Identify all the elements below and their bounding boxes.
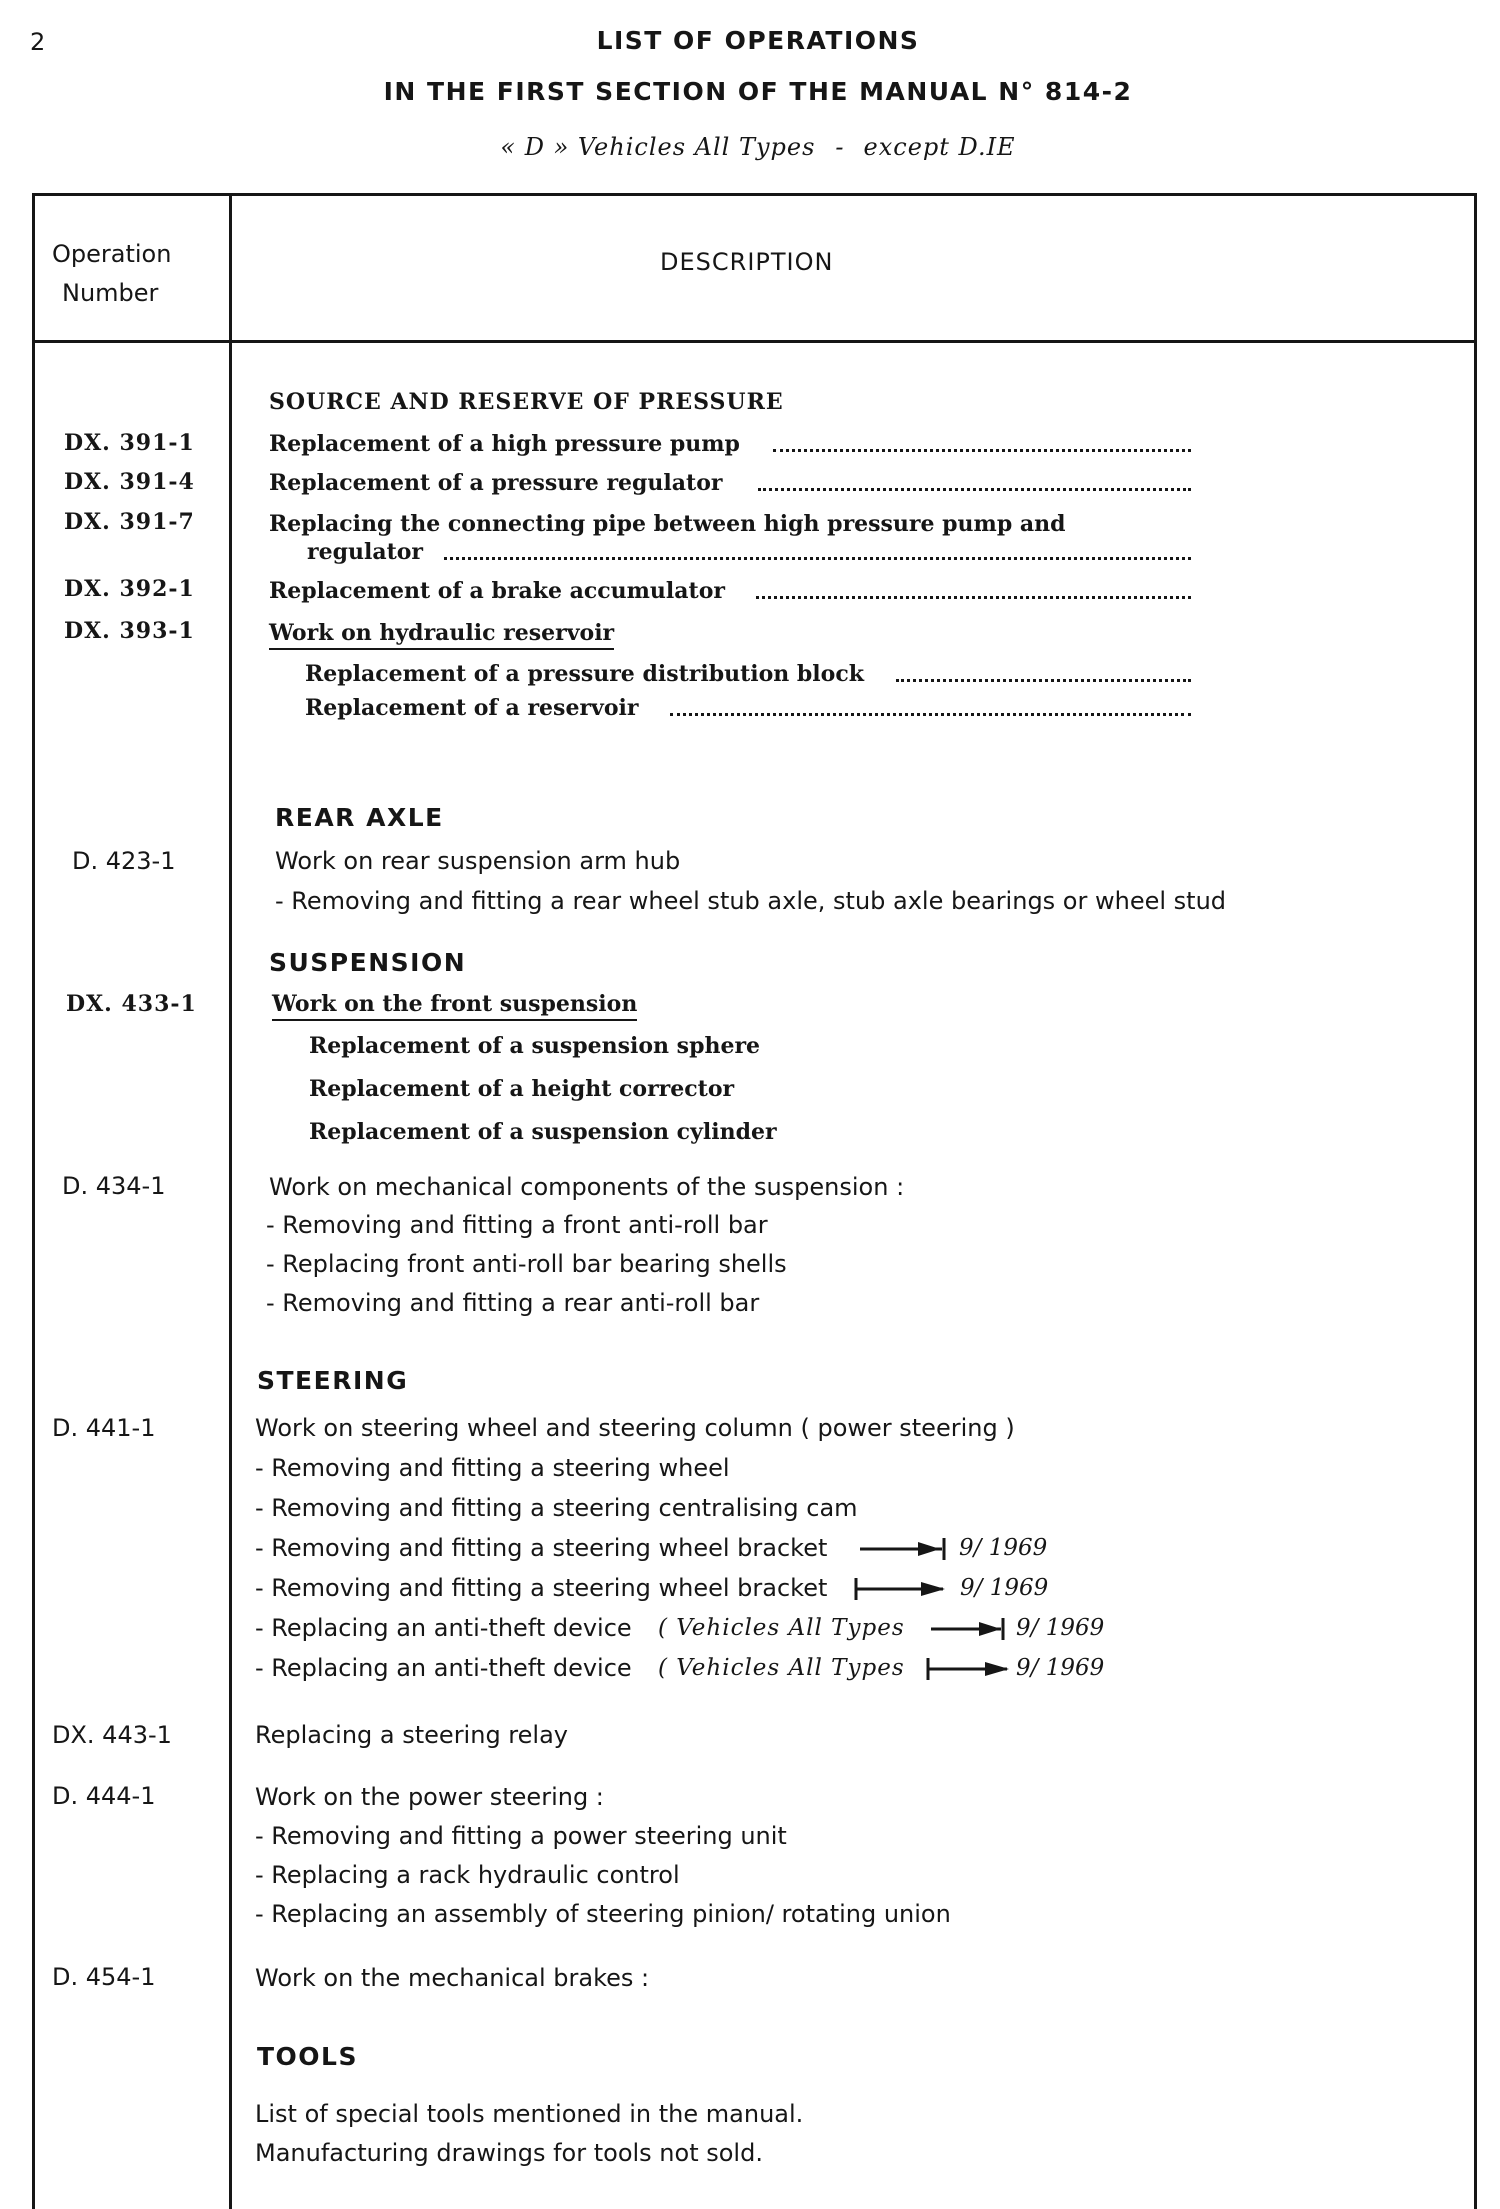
column-header-description: DESCRIPTION bbox=[660, 248, 834, 276]
subtitle-suffix: except D.IE bbox=[863, 133, 1016, 161]
operation-description: Work on rear suspension arm hub bbox=[275, 847, 681, 875]
operation-item: - Removing and fitting a power steering unit bbox=[255, 1822, 787, 1850]
operation-description: Work on mechanical components of the suspension : bbox=[269, 1173, 905, 1201]
dot-leader bbox=[896, 679, 1191, 682]
table-column-divider bbox=[229, 193, 232, 2209]
sub-operation: Replacement of a suspension cylinder bbox=[309, 1119, 777, 1145]
from-date-arrow-icon bbox=[925, 1656, 1013, 1682]
operation-item: - Replacing an assembly of steering pinion/ rotating union bbox=[255, 1900, 951, 1928]
vehicles-all-types-label: ( Vehicles All Types bbox=[658, 1655, 905, 1681]
page-title: LIST OF OPERATIONS bbox=[596, 26, 920, 55]
operation-description: Replacing the connecting pipe between high pressure pump and bbox=[269, 511, 1066, 537]
table-left-border bbox=[32, 193, 35, 2209]
operation-heading-underlined: Work on the front suspension bbox=[272, 993, 637, 1021]
operation-description-continued: regulator bbox=[307, 539, 424, 565]
tools-line: List of special tools mentioned in the manual. bbox=[255, 2100, 804, 2128]
operation-description: Replacement of a high pressure pump bbox=[269, 431, 740, 457]
op-number: DX. 392-1 bbox=[64, 576, 195, 602]
until-date-arrow-icon bbox=[858, 1536, 948, 1562]
operation-item: - Removing and fitting a steering centralising cam bbox=[255, 1494, 858, 1522]
table-right-border bbox=[1474, 193, 1477, 2209]
column-header-operation: Operation bbox=[52, 240, 172, 268]
op-number: D. 441-1 bbox=[52, 1414, 156, 1442]
section-heading-pressure: SOURCE AND RESERVE OF PRESSURE bbox=[269, 389, 784, 415]
vehicles-all-types-label: ( Vehicles All Types bbox=[658, 1615, 905, 1641]
op-number: DX. 433-1 bbox=[66, 991, 197, 1017]
section-heading-suspension: SUSPENSION bbox=[269, 948, 467, 977]
until-date-arrow-icon bbox=[929, 1616, 1007, 1642]
operation-description: Work on steering wheel and steering column ( power steering ) bbox=[255, 1414, 1015, 1442]
page-title-line2: IN THE FIRST SECTION OF THE MANUAL N° 814-2 bbox=[383, 77, 1133, 106]
sub-operation: Replacement of a reservoir bbox=[305, 695, 639, 721]
operation-item: - Replacing an anti-theft device bbox=[255, 1654, 632, 1682]
date-label: 9/ 1969 bbox=[959, 1535, 1048, 1561]
date-label: 9/ 1969 bbox=[1016, 1615, 1105, 1641]
op-number: DX. 443-1 bbox=[52, 1721, 172, 1749]
sub-operation: Replacement of a suspension sphere bbox=[309, 1033, 761, 1059]
operation-item: - Removing and fitting a front anti-roll bar bbox=[266, 1211, 768, 1239]
subtitle-dash: - bbox=[835, 133, 844, 161]
operation-description: Work on the power steering : bbox=[255, 1783, 604, 1811]
date-label: 9/ 1969 bbox=[1016, 1655, 1105, 1681]
operation-item: - Replacing an anti-theft device bbox=[255, 1614, 632, 1642]
operation-description: Work on the mechanical brakes : bbox=[255, 1964, 650, 1992]
dot-leader bbox=[756, 596, 1191, 599]
operation-item: - Replacing front anti-roll bar bearing shells bbox=[266, 1250, 787, 1278]
op-number: D. 423-1 bbox=[72, 847, 176, 875]
operation-item: - Removing and fitting a rear wheel stub axle, stub axle bearings or wheel stud bbox=[275, 887, 1227, 915]
op-number: DX. 391-4 bbox=[64, 469, 195, 495]
operation-item: - Replacing a rack hydraulic control bbox=[255, 1861, 680, 1889]
subtitle-prefix: « D » Vehicles All Types bbox=[500, 133, 816, 161]
page-number: 2 bbox=[30, 28, 46, 56]
op-number: D. 434-1 bbox=[62, 1172, 166, 1200]
op-number: DX. 393-1 bbox=[64, 618, 195, 644]
table-header-border bbox=[32, 340, 1477, 343]
operation-item: - Removing and fitting a steering wheel bracket bbox=[255, 1574, 828, 1602]
operation-item: - Removing and fitting a steering wheel bracket bbox=[255, 1534, 828, 1562]
sub-operation: Replacement of a height corrector bbox=[309, 1076, 735, 1102]
operation-heading-underlined: Work on hydraulic reservoir bbox=[269, 622, 614, 650]
operation-item: - Removing and fitting a rear anti-roll bar bbox=[266, 1289, 760, 1317]
column-header-number: Number bbox=[62, 279, 159, 307]
section-heading-rear-axle: REAR AXLE bbox=[275, 803, 444, 832]
dot-leader bbox=[444, 557, 1191, 560]
date-label: 9/ 1969 bbox=[960, 1575, 1049, 1601]
operation-item: - Removing and fitting a steering wheel bbox=[255, 1454, 730, 1482]
op-number: DX. 391-1 bbox=[64, 430, 195, 456]
op-number: DX. 391-7 bbox=[64, 509, 195, 535]
op-number: D. 454-1 bbox=[52, 1963, 156, 1991]
page-subtitle bbox=[0, 135, 1500, 159]
operation-description: Replacement of a pressure regulator bbox=[269, 470, 723, 496]
operation-description: Replacing a steering relay bbox=[255, 1721, 568, 1749]
operation-description: Replacement of a brake accumulator bbox=[269, 578, 725, 604]
dot-leader bbox=[670, 713, 1191, 716]
table-top-border bbox=[32, 193, 1477, 196]
dot-leader bbox=[773, 449, 1191, 452]
section-heading-tools: TOOLS bbox=[257, 2042, 358, 2071]
op-number: D. 444-1 bbox=[52, 1782, 156, 1810]
tools-line: Manufacturing drawings for tools not sold. bbox=[255, 2139, 763, 2167]
section-heading-steering: STEERING bbox=[257, 1366, 409, 1395]
from-date-arrow-icon bbox=[853, 1576, 949, 1602]
dot-leader bbox=[758, 488, 1191, 491]
sub-operation: Replacement of a pressure distribution block bbox=[305, 661, 864, 687]
